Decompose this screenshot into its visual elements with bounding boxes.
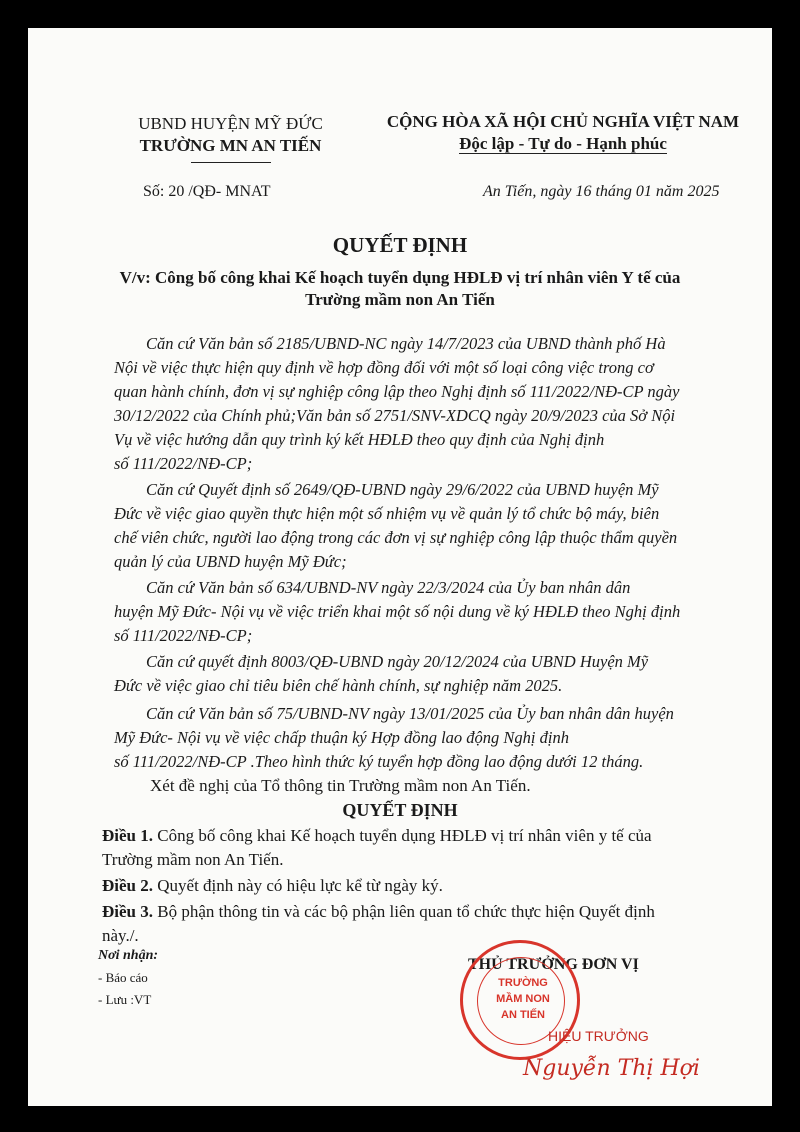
org-underline — [191, 162, 271, 163]
article-3: Điều 3. Bộ phận thông tin và các bộ phận liên quan tổ chức thực hiện Quyết định — [102, 902, 655, 921]
preamble-line: huyện Mỹ Đức- Nội vụ về việc triển khai một số nội dung về ký HĐLĐ theo Nghị định — [114, 602, 681, 621]
preamble-line: số 111/2022/NĐ-CP; — [114, 454, 253, 473]
preamble-line: số 111/2022/NĐ-CP .Theo hình thức ký tuyển hợp đồng lao động dưới 12 tháng. — [114, 752, 644, 771]
preamble-line: số 111/2022/NĐ-CP; — [114, 626, 253, 645]
nation-title: CỘNG HÒA XÃ HỘI CHỦ NGHĨA VIỆT NAM — [386, 112, 740, 131]
article-1-cont: Trường mầm non An Tiến. — [102, 850, 284, 869]
article-3-cont: này./. — [102, 926, 139, 945]
decision-heading: QUYẾT ĐỊNH — [342, 800, 458, 820]
preamble-line: Căn cứ Quyết định số 2649/QĐ-UBND ngày 29/6/2022 của UBND huyện Mỹ — [146, 480, 659, 499]
preamble-line: Đức về việc giao quyền thực hiện một số nhiệm vụ về quản lý tổ chức bộ máy, biên — [114, 504, 660, 523]
preamble-line: Căn cứ Văn bản số 2185/UBND-NC ngày 14/7/2023 của UBND thành phố Hà — [146, 334, 666, 353]
preamble-line: Vụ về việc hướng dẫn quy trình ký kết HĐLĐ theo quy định của Nghị định — [114, 430, 605, 449]
school-name: TRƯỜNG MN AN TIẾN — [139, 136, 322, 155]
preamble-line: Căn cứ Văn bản số 75/UBND-NV ngày 13/01/2025 của Ủy ban nhân dân huyện — [146, 704, 674, 723]
recipient-item: - Báo cáo — [98, 970, 148, 985]
stamp-text: TRƯỜNG — [498, 977, 548, 989]
preamble-line: Căn cứ quyết định 8003/QĐ-UBND ngày 20/12/2024 của UBND Huyện Mỹ — [146, 652, 649, 671]
doc-number: Số: 20 /QĐ- MNAT — [143, 183, 271, 200]
stamp-text: MẦM NON — [496, 993, 550, 1005]
place-date: An Tiến, ngày 16 tháng 01 năm 2025 — [483, 183, 720, 200]
preamble-line: quản lý của UBND huyện Mỹ Đức; — [114, 552, 347, 571]
signer-position: HIỆU TRƯỞNG — [548, 1028, 649, 1044]
stamp-text: AN TIẾN — [501, 1009, 545, 1021]
document-title: QUYẾT ĐỊNH — [332, 233, 468, 257]
nation-motto: Độc lập - Tự do - Hạnh phúc — [459, 134, 667, 153]
org-name: UBND HUYỆN MỸ ĐỨC — [138, 114, 323, 133]
document-page — [28, 28, 772, 1106]
preamble-line: Đức về việc giao chỉ tiêu biên chế hành chính, sự nghiệp năm 2025. — [114, 676, 563, 695]
subject-line-1: V/v: Công bố công khai Kế hoạch tuyển dụng HĐLĐ vị trí nhân viên Y tế của — [119, 268, 681, 287]
preamble-line: Nội về việc thực hiện quy định về hợp đồng đối với một số loại công việc trong cơ — [114, 358, 654, 377]
subject-line-2: Trường mầm non An Tiến — [305, 290, 495, 309]
preamble-line: chế viên chức, người lao động trong các đơn vị sự nghiệp công lập thuộc thẩm quyền — [114, 528, 678, 547]
signer-name: Nguyễn Thị Hợi — [523, 1056, 700, 1081]
preamble-line: Mỹ Đức- Nội vụ về việc chấp thuận ký Hợp đồng lao động Nghị định — [114, 728, 569, 747]
preamble-line: Căn cứ Văn bản số 634/UBND-NV ngày 22/3/2024 của Ủy ban nhân dân — [146, 578, 631, 597]
signer-title: THỦ TRƯỞNG ĐƠN VỊ — [468, 956, 639, 973]
preamble-line: quan hành chính, đơn vị sự nghiệp công lập theo Nghị định số 111/2022/NĐ-CP ngày — [114, 382, 680, 401]
preamble-line: 30/12/2022 của Chính phủ;Văn bản số 2751/SNV-XDCQ ngày 20/9/2023 của Sở Nội — [114, 406, 676, 425]
article-1: Điều 1. Công bố công khai Kế hoạch tuyển dụng HĐLĐ vị trí nhân viên y tế của — [102, 826, 652, 845]
article-2: Điều 2. Quyết định này có hiệu lực kể từ ngày ký. — [102, 876, 443, 895]
proposal-line: Xét đề nghị của Tổ thông tin Trường mầm non An Tiến. — [150, 776, 531, 795]
recipients-heading: Nơi nhận: — [98, 948, 159, 963]
recipient-item: - Lưu :VT — [98, 992, 152, 1007]
